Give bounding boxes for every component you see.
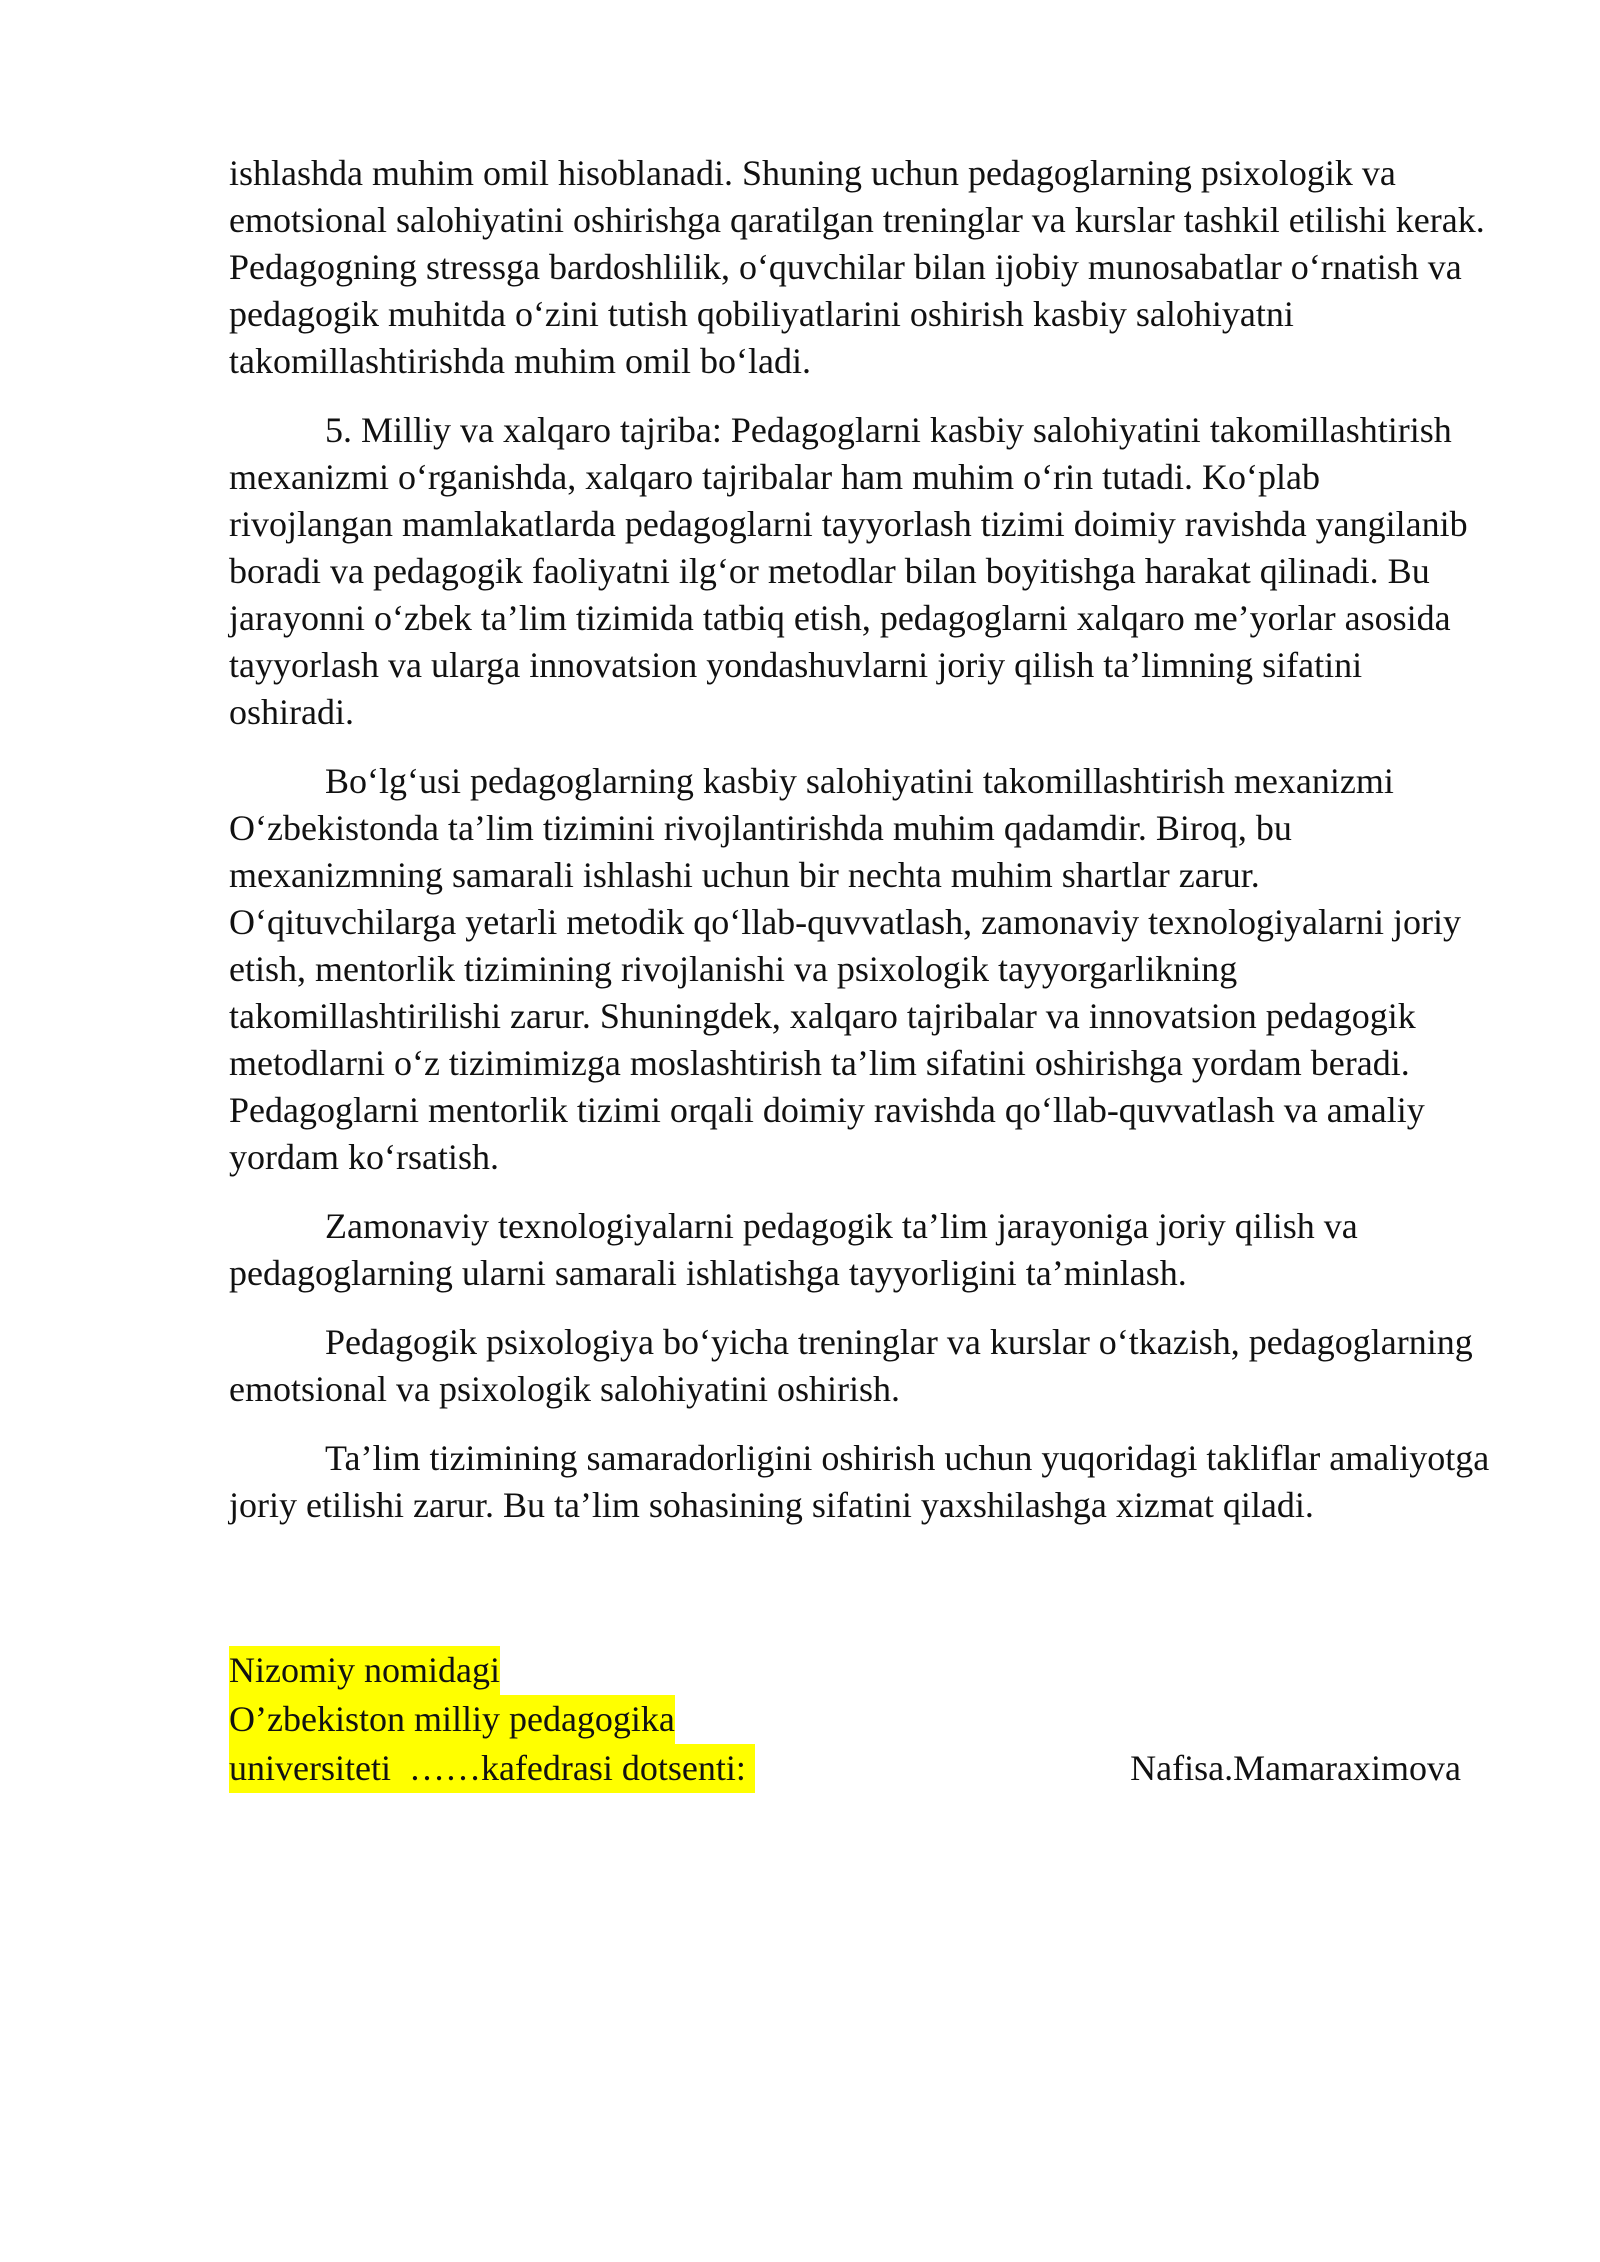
paragraph-6: Ta’lim tizimining samaradorligini oshirish uchun yuqoridagi takliflar amaliyotga joriy etilishi zarur. Bu ta’lim sohasining sifatini yaxshilashga xizmat qiladi.: [229, 1438, 1490, 1525]
paragraph-4: Zamonaviy texnologiyalarni pedagogik ta’lim jarayoniga joriy qilish va pedagoglarning ularni samarali ishlatishga tayyorligini ta’minlash.: [229, 1206, 1358, 1293]
paragraph-2: 5. Milliy va xalqaro tajriba: Pedagoglarni kasbiy salohiyatini takomillashtirish mexanizmi o‘rganishda, xalqaro tajribalar ham muhim o‘rin tutadi. Ko‘plab rivojlangan mamlakatlarda pedagoglarni tayyorlash tizimi doimiy ravishda yangilanib boradi va pedagogik faoliyatni ilg‘or metodlar bilan boyitishga harakat qilinadi. Bu jarayonni o‘zbek ta’lim tizimida tatbiq etish, pedagoglarni xalqaro me’yorlar asosida tayyorlash va ularga innovatsion yondashuvlarni joriy qilish ta’limning sifatini oshiradi.: [229, 410, 1468, 732]
paragraph-5: Pedagogik psixologiya bo‘yicha treninglar va kurslar o‘tkazish, pedagoglarning emotsional va psixologik salohiyatini oshirish.: [229, 1322, 1473, 1409]
affiliation-line-2: O’zbekiston milliy pedagogika: [229, 1695, 675, 1744]
signature-line-1: [229, 1646, 1491, 1695]
author-name: Nafisa.Mamaraximova: [1130, 1748, 1461, 1788]
affiliation-line-1: Nizomiy nomidagi: [229, 1646, 500, 1695]
signature-line-3: [229, 1744, 1491, 1793]
paragraph-3: Bo‘lg‘usi pedagoglarning kasbiy salohiyatini takomillashtirish mexanizmi O‘zbekistonda ta’lim tizimini rivojlantirishda muhim qadamdir. Biroq, bu mexanizmning samarali ishlashi uchun bir nechta muhim shartlar zarur. O‘qituvchilarga yetarli metodik qo‘llab-quvvatlash, zamonaviy texnologiyalarni joriy etish, mentorlik tizimining rivojlanishi va psixologik tayyorgarlikning takomillashtirilishi zarur. Shuningdek, xalqaro tajribalar va innovatsion pedagogik metodlarni o‘z tizimimizga moslashtirish ta’lim sifatini oshirishga yordam beradi. Pedagoglarni mentorlik tizimi orqali doimiy ravishda qo‘llab-quvvatlash va amaliy yordam ko‘rsatish.: [229, 761, 1461, 1177]
signature-block: [229, 1646, 1491, 1793]
affiliation-line-3: universiteti ……kafedrasi dotsenti:: [229, 1744, 755, 1793]
document-body: [229, 150, 1491, 1551]
signature-line-2: [229, 1695, 1491, 1744]
paragraph-1: ishlashda muhim omil hisoblanadi. Shuning uchun pedagoglarning psixologik va emotsional salohiyatini oshirishga qaratilgan treninglar va kurslar tashkil etilishi kerak. Pedagogning stressga bardoshlilik, o‘quvchilar bilan ijobiy munosabatlar o‘rnatish va pedagogik muhitda o‘zini tutish qobiliyatlarini oshirish kasbiy salohiyatni takomillashtirishda muhim omil bo‘ladi.: [229, 153, 1485, 381]
